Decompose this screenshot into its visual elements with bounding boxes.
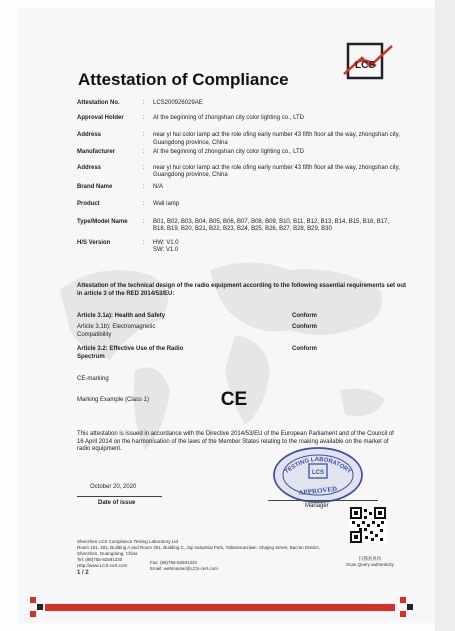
manager-signature-line: [268, 500, 378, 501]
field-label: Attestation No.: [77, 100, 120, 106]
article-name: Article 3.1b): Electromagnetic Compatibility: [77, 324, 156, 338]
field-value: Wall lamp: [153, 201, 180, 207]
field-label: Approval Holder: [77, 114, 124, 121]
field-colon: :: [143, 149, 145, 155]
ce-logo-icon: [220, 388, 248, 408]
article-status: Conform: [292, 313, 317, 319]
footer-address-1: Room 101, 201, Building A and Room 301, Building C, Juji Industrial Park, Yabianxueziwei, Shajing Street, Bao'an District,: [77, 545, 320, 550]
field-colon: :: [143, 239, 145, 246]
article-status: Conform: [292, 324, 317, 330]
field-colon: :: [143, 164, 145, 171]
stamp-logo-letters: LCS: [312, 470, 324, 476]
field-label: Brand Name: [77, 183, 113, 190]
fields-table: [77, 100, 402, 262]
article-status: Conform: [292, 346, 317, 352]
article-row: [77, 346, 397, 361]
footer-lab-name: Shenzhen LCS Compliance Testing Laboratory Ltd: [77, 539, 178, 544]
issue-date: October 20, 2020: [90, 484, 137, 490]
qr-caption-en: Scan,Query authenticity: [346, 562, 394, 567]
field-colon: :: [143, 114, 145, 121]
marking-example-label: Marking Example (Class 1): [77, 397, 150, 403]
document-title: Attestation of Compliance: [78, 70, 289, 89]
corner-square: [407, 604, 413, 610]
corner-square: [37, 604, 43, 610]
corner-square: [400, 597, 406, 603]
page-number: 1 / 2: [77, 570, 89, 576]
stamp-text: TESTING LABORATORY: [284, 456, 352, 476]
field-colon: :: [143, 183, 145, 190]
footer-address-2: Shenzhen, Guangdong, China: [77, 551, 138, 556]
directive-statement: This attestation is issued in accordance with the Directive 2014/53/EU of the European Parliament and of the Council of 16 April 2014 on the harmonisation of the laws of the Member States relating to the making available on the market of radio equipment.: [77, 431, 394, 452]
field-row-attestation-no: [77, 100, 402, 108]
corner-square: [30, 597, 36, 603]
field-label: Type/Model Name: [77, 218, 128, 225]
qr-caption: [340, 556, 400, 568]
date-underline: [77, 496, 162, 497]
field-colon: :: [143, 218, 145, 225]
field-colon: :: [143, 132, 145, 138]
field-value: B01, B02, B03, B04, B05, B06, B07, B08, B09, B10, B11, B12, B13, B14, B15, B16, B17, B18, B19, B20, B21, B22, B23, B24, B25, B26, B27, B28, B29, B30: [153, 218, 390, 232]
manager-label: Manager: [305, 503, 329, 509]
footer-fax-email: [150, 560, 218, 572]
field-value: LCS200926029AE: [153, 100, 203, 106]
field-value: [153, 240, 402, 255]
footer-tel: Tel: (86)755-82591330: [77, 557, 123, 562]
field-row-model-name: [77, 219, 402, 234]
corner-square: [400, 611, 406, 617]
field-value: At the beginning of zhongshan city color lighting co., LTD: [153, 114, 304, 121]
sw-version: SW: V1.0: [153, 247, 179, 253]
lcs-logo: [342, 40, 394, 84]
footer-web: Http://www.LCS-cert.com: [77, 563, 128, 568]
field-row-brand-name: [77, 184, 402, 192]
field-label: Product: [77, 201, 100, 207]
article-name: Article 3.1a): Health and Safety: [77, 313, 166, 319]
field-label: Manufacturer: [77, 149, 116, 155]
date-of-issue-label: Date of issue: [98, 500, 136, 506]
ce-marking-label: CE-marking: [77, 376, 109, 382]
qr-caption-cn: 扫描查真伪: [358, 556, 382, 561]
field-row-address: [77, 132, 402, 147]
article-name: Article 3.2: Effective Use of the Radio Spectrum: [77, 346, 184, 360]
requirements-paragraph: Attestation of the technical design of the radio equipment according to the following essential requirements set out in article 3 of the RED 2014/53/EU:: [77, 283, 407, 297]
footer-email: Email: webmaster@LCS-cert.com: [150, 566, 218, 571]
field-value: near yi hui color lamp act the role ofing early number 43 fifth floor all the way, zhongshan city, Guangdong province, China: [153, 132, 400, 146]
ce-symbol-text: CE: [220, 389, 248, 408]
field-row-approval-holder: [77, 115, 402, 123]
field-label: H/S Version: [77, 239, 111, 246]
field-row-hs-version: [77, 240, 402, 255]
field-row-manufacturer-address: [77, 165, 402, 180]
field-label: Address: [77, 132, 102, 138]
hw-version: HW: V1.0: [153, 239, 179, 246]
stamp-approved-text: APPROVED: [298, 485, 338, 498]
corner-square: [30, 611, 36, 617]
footer-fax: Fax: (86)755-82591332: [150, 560, 198, 565]
official-stamp: [272, 446, 364, 504]
article-row: [77, 313, 397, 321]
field-label: Address: [77, 164, 102, 171]
field-row-manufacturer: [77, 149, 402, 157]
field-value: N/A: [153, 183, 164, 190]
field-colon: :: [143, 100, 145, 106]
logo-letters: LCS: [355, 60, 375, 71]
article-row: [77, 324, 397, 339]
field-value: At the beginning of zhongshan city color lighting co., LTD: [153, 149, 304, 155]
footer-red-band: [45, 604, 395, 611]
page-edge: [435, 0, 455, 631]
field-row-product: [77, 201, 402, 209]
qr-code-icon[interactable]: [350, 507, 386, 543]
field-value: near yi hui color lamp act the role ofing early number 43 fifth floor all the way, zhongshan city, Guangdong province, China: [153, 164, 400, 178]
field-colon: :: [143, 201, 145, 207]
